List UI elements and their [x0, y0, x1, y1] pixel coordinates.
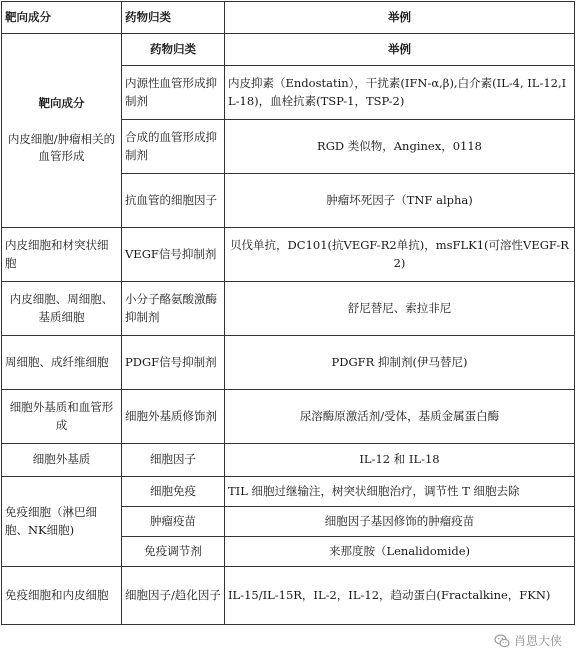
inner-header-example: 举例 [225, 34, 575, 66]
target-cell: 细胞外基质和血管形成 [2, 390, 122, 444]
target-cell: 内皮细胞、周细胞、基质细胞 [2, 282, 122, 336]
inner-target-heading: 靶向成分 [38, 95, 85, 110]
target-cell [2, 34, 122, 228]
table-row [2, 34, 575, 66]
drug-classification-table [1, 1, 575, 625]
target-cell: 免疫细胞和内皮细胞 [2, 567, 122, 625]
category-cell: 合成的血管形成抑制剂 [122, 120, 225, 174]
category-cell: VEGF信号抑制剂 [122, 228, 225, 282]
category-cell: 小分子酪氨酸激酶抑制剂 [122, 282, 225, 336]
category-cell: 免疫调节剂 [122, 537, 225, 567]
example-cell: RGD 类似物，Anginex，0118 [225, 120, 575, 174]
example-cell: PDGFR 抑制剂(伊马替尼) [225, 336, 575, 390]
table-row [2, 228, 575, 282]
target-cell: 细胞外基质 [2, 444, 122, 477]
table-row [2, 444, 575, 477]
example-cell: TIL 细胞过继输注，树突状细胞治疗，调节性 T 细胞去除 [225, 477, 575, 507]
category-cell: 细胞因子 [122, 444, 225, 477]
inner-header-category: 药物归类 [122, 34, 225, 66]
example-cell: 尿溶酶原激活剂/受体，基质金属蛋白酶 [225, 390, 575, 444]
example-cell: 舒尼替尼、索拉非尼 [225, 282, 575, 336]
target-cell: 周细胞、成纤维细胞 [2, 336, 122, 390]
watermark-text: 肖恩大侠 [513, 634, 562, 648]
example-cell: IL-12 和 IL-18 [225, 444, 575, 477]
example-cell: 肿瘤坏死因子（TNF alpha) [225, 174, 575, 228]
header-row [2, 2, 575, 34]
category-cell: 细胞免疫 [122, 477, 225, 507]
table-row [2, 336, 575, 390]
example-cell: 内皮抑素（Endostatin），干扰素(IFN-α,β),白介素(IL-4, IL-12,IL-18)，血栓抗素(TSP-1，TSP-2) [225, 66, 575, 120]
category-cell: 抗血管的细胞因子 [122, 174, 225, 228]
header-category: 药物归类 [122, 2, 225, 34]
header-target: 靶向成分 [2, 2, 122, 34]
category-cell: 细胞因子/趋化因子 [122, 567, 225, 625]
category-cell: 细胞外基质修饰剂 [122, 390, 225, 444]
table-row [2, 282, 575, 336]
target-cell: 内皮细胞和材突状细胞 [2, 228, 122, 282]
example-cell: 贝伐单抗，DC101(抗VEGF-R2单抗)，msFLK1(可溶性VEGF-R2) [225, 228, 575, 282]
category-cell: 肿瘤疫苗 [122, 507, 225, 537]
drug-table-container [1, 1, 574, 625]
watermark [494, 632, 562, 649]
example-cell: 来那度胺（Lenalidomide) [225, 537, 575, 567]
example-cell: 细胞因子基因修饰的肿瘤疫苗 [225, 507, 575, 537]
header-example: 举例 [225, 2, 575, 34]
target-text: 内皮细胞/肿瘤相关的血管形成 [7, 131, 116, 164]
wechat-icon [494, 633, 510, 649]
table-row [2, 390, 575, 444]
table-row [2, 567, 575, 625]
target-cell: 免疫细胞（淋巴细胞、NK细胞) [2, 477, 122, 567]
example-cell: IL-15/IL-15R，IL-2，IL-12，趋动蛋白(Fractalkine，FKN) [225, 567, 575, 625]
table-row [2, 477, 575, 507]
category-cell: PDGF信号抑制剂 [122, 336, 225, 390]
category-cell: 内源性血管形成抑制剂 [122, 66, 225, 120]
